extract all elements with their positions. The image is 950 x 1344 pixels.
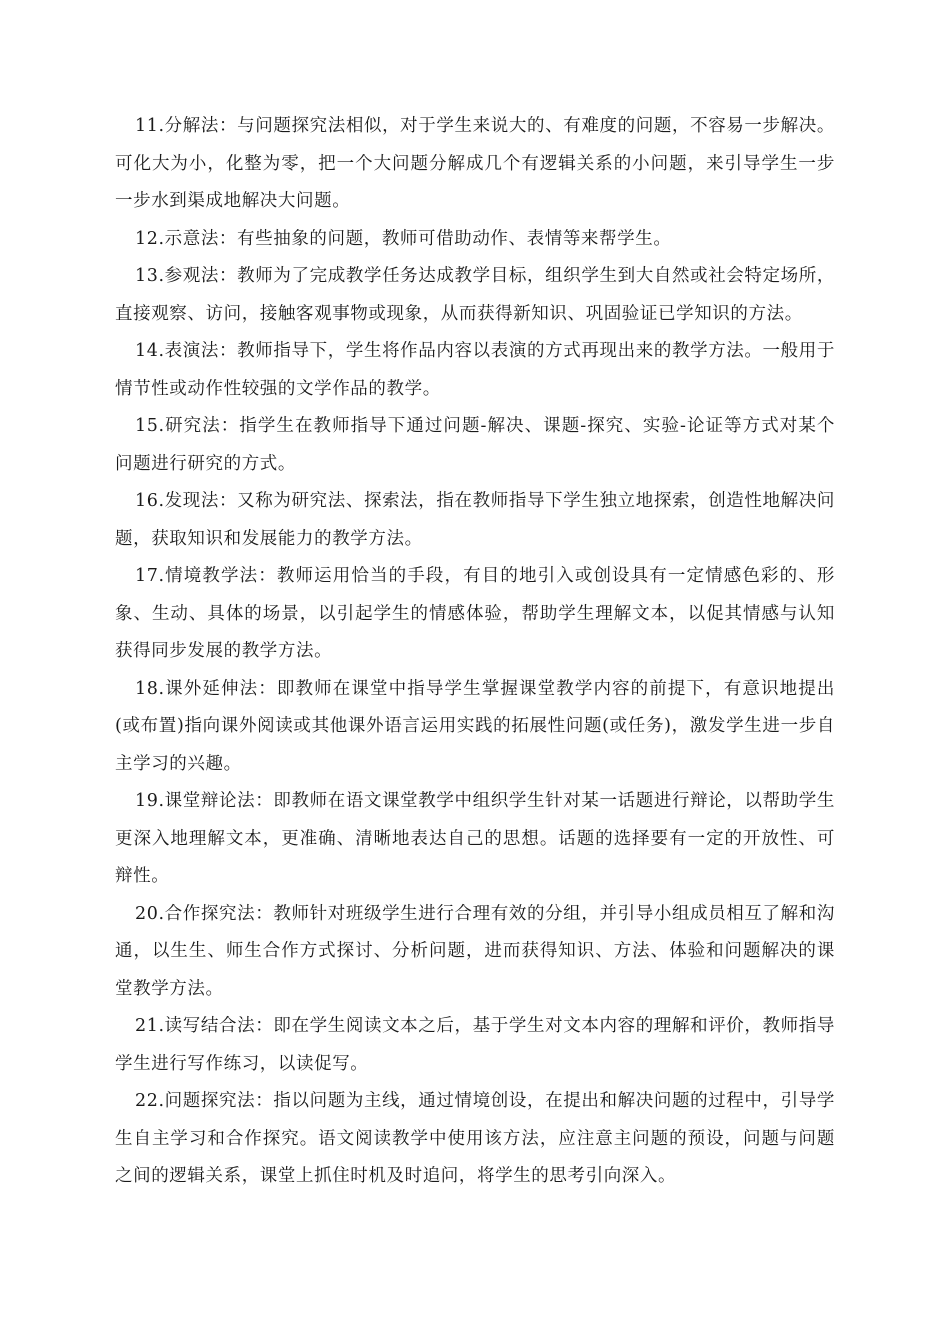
method-item-22: 22.问题探究法：指以问题为主线，通过情境创设，在提出和解决问题的过程中，引导学生自主学习和合作探究。语文阅读教学中使用该方法，应注意主问题的预设，问题与问题之间的逻辑关系，课堂上抓住时机及时追问，将学生的思考引向深入。 bbox=[115, 1091, 835, 1186]
method-item-20: 20.合作探究法：教师针对班级学生进行合理有效的分组，并引导小组成员相互了解和沟通，以生生、师生合作方式探讨、分析问题，进而获得知识、方法、体验和问题解决的课堂教学方法。 bbox=[115, 903, 835, 999]
method-item-17: 17.情境教学法：教师运用恰当的手段，有目的地引入或创设具有一定情感色彩的、形象、生动、具体的场景，以引起学生的情感体验，帮助学生理解文本，以促其情感与认知获得同步发展的教学方法。 bbox=[115, 566, 835, 661]
method-item-21: 21.读写结合法：即在学生阅读文本之后，基于学生对文本内容的理解和评价，教师指导学生进行写作练习，以读促写。 bbox=[115, 1016, 835, 1074]
method-item-16: 16.发现法：又称为研究法、探索法，指在教师指导下学生独立地探索，创造性地解决问题，获取知识和发展能力的教学方法。 bbox=[115, 491, 835, 549]
method-item-18: 18.课外延伸法：即教师在课堂中指导学生掌握课堂教学内容的前提下，有意识地提出(或布置)指向课外阅读或其他课外语言运用实践的拓展性问题(或任务)，激发学生进一步自主学习的兴趣。 bbox=[115, 678, 835, 774]
method-item-13: 13.参观法：教师为了完成教学任务达成教学目标，组织学生到大自然或社会特定场所，直接观察、访问，接触客观事物或现象，从而获得新知识、巩固验证已学知识的方法。 bbox=[115, 266, 835, 324]
method-item-19: 19.课堂辩论法：即教师在语文课堂教学中组织学生针对某一话题进行辩论，以帮助学生更深入地理解文本，更准确、清晰地表达自己的思想。话题的选择要有一定的开放性、可辩性。 bbox=[115, 791, 835, 886]
method-item-15: 15.研究法：指学生在教师指导下通过问题-解决、课题-探究、实验-论证等方式对某个问题进行研究的方式。 bbox=[115, 416, 835, 474]
method-item-14: 14.表演法：教师指导下，学生将作品内容以表演的方式再现出来的教学方法。一般用于情节性或动作性较强的文学作品的教学。 bbox=[115, 341, 835, 399]
method-item-11: 11.分解法：与问题探究法相似，对于学生来说大的、有难度的问题，不容易一步解决。可化大为小，化整为零，把一个大问题分解成几个有逻辑关系的小问题，来引导学生一步一步水到渠成地解决大问题。 bbox=[115, 116, 835, 211]
method-item-12: 12.示意法：有些抽象的问题，教师可借助动作、表情等来帮学生。 bbox=[135, 228, 672, 249]
document-body bbox=[115, 108, 835, 1196]
